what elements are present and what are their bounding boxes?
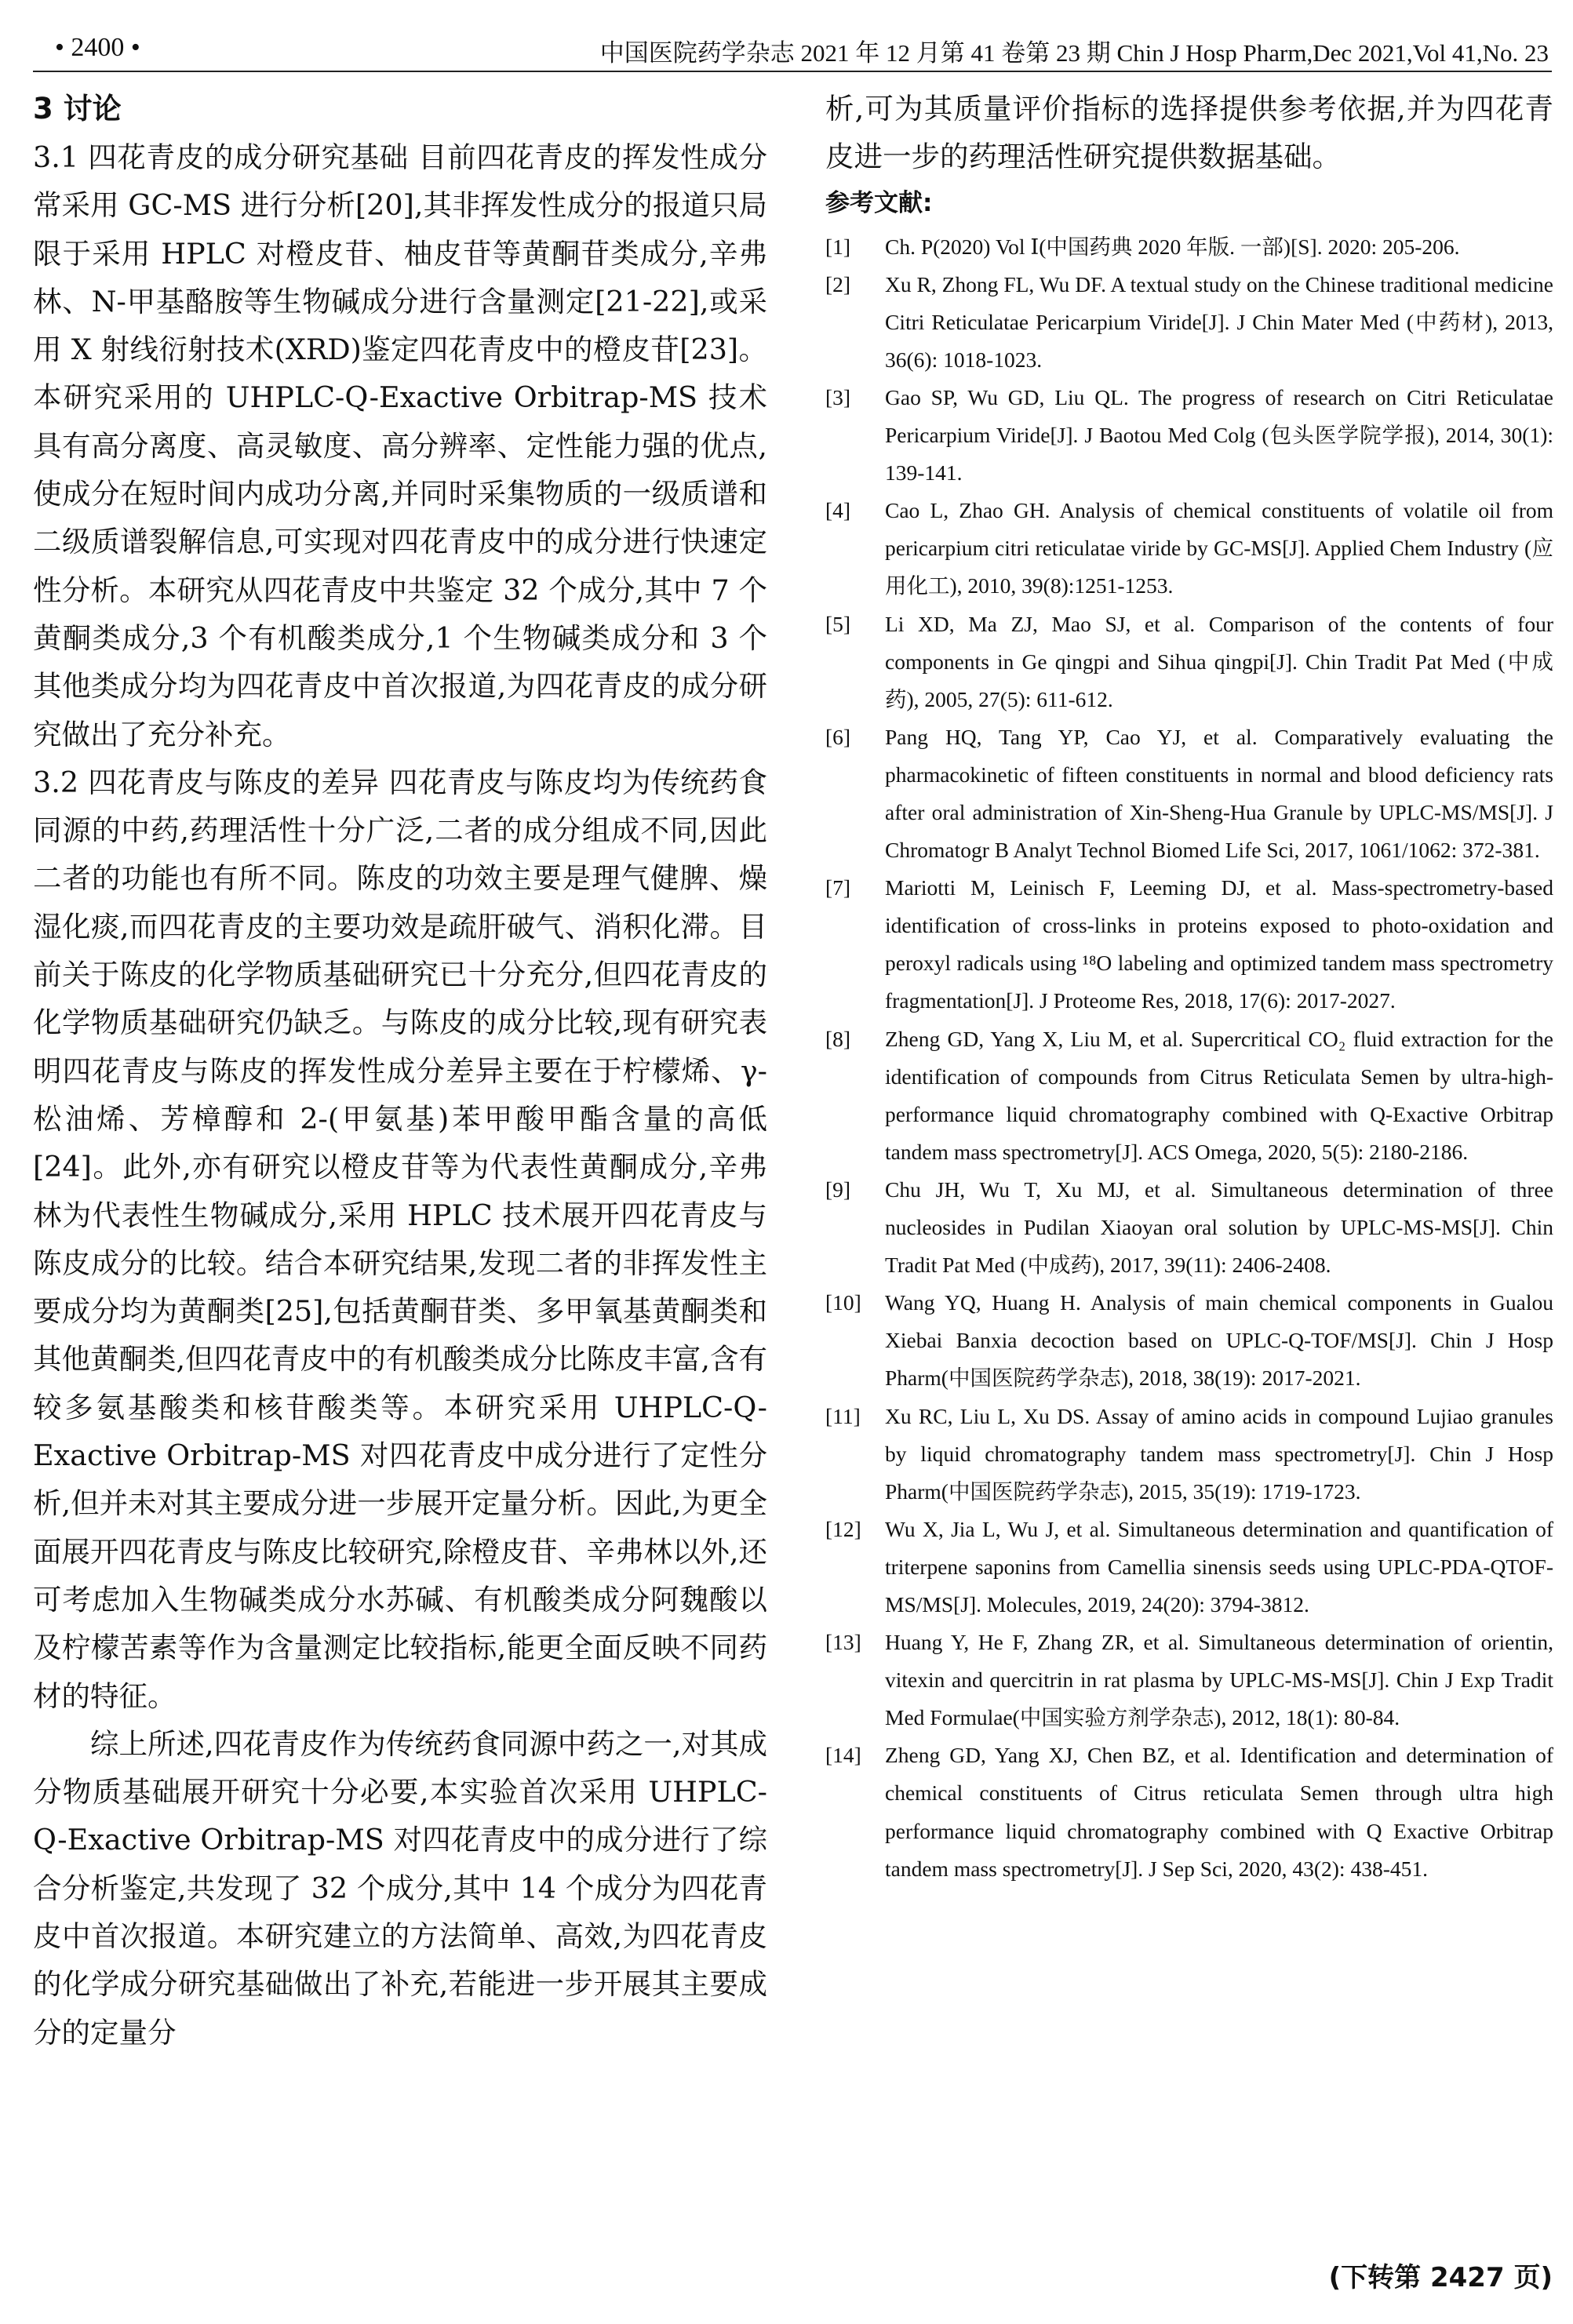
- reference-number: [5]: [825, 611, 851, 636]
- reference-text: Zheng GD, Yang XJ, Chen BZ, et al. Identification and determination of chemical constituents of Citrus reticulata Semen through ultra high performance liquid chromatography combined with Q Exactive Orbitrap tandem mass spectrometry[J]. J Sep Sci, 2020, 43(2): 438-451.: [885, 1743, 1553, 1881]
- reference-item: [825, 1020, 1553, 1171]
- reference-number: [6]: [825, 724, 851, 749]
- reference-text: Wang YQ, Huang H. Analysis of main chemical components in Gualou Xiebai Banxia decoction based on UPLC-Q-TOF/MS[J]. Chin J Hosp Pharm(中国医院药学杂志), 2018, 38(19): 2017-2021.: [885, 1290, 1553, 1391]
- reference-item: [825, 1171, 1553, 1284]
- reference-item: [825, 1284, 1553, 1397]
- reference-item: [825, 379, 1553, 492]
- paragraph-continuation: 析,可为其质量评价指标的选择提供参考依据,并为四花青皮进一步的药理活性研究提供数据基础。: [825, 92, 1553, 174]
- reference-text: Xu RC, Liu L, Xu DS. Assay of amino acids in compound Lujiao granules by liquid chromatography tandem mass spectrometry[J]. Chin J Hosp Pharm(中国医院药学杂志), 2015, 35(19): 1719-1723.: [885, 1403, 1553, 1504]
- journal-citation: 中国医院药学杂志 2021 年 12 月第 41 卷第 23 期 Chin J Hosp Pharm,Dec 2021,Vol 41,No. 23: [599, 39, 1549, 67]
- reference-list: [825, 228, 1553, 1888]
- reference-number: [8]: [825, 1026, 851, 1051]
- reference-number: [11]: [825, 1403, 861, 1428]
- reference-item: [825, 718, 1553, 869]
- reference-number: [14]: [825, 1743, 861, 1768]
- paragraph-3-2: 3.2 四花青皮与陈皮的差异 四花青皮与陈皮均为传统药食同源的中药,药理活性十分广泛,二者的成分组成不同,因此二者的功能也有所不同。陈皮的功效主要是理气健脾、燥湿化痰,而四花青皮的主要功效是疏肝破气、消积化滞。目前关于陈皮的化学物质基础研究已十分充分,但四花青皮的化学物质基础研究仍缺乏。与陈皮的成分比较,现有研究表明四花青皮与陈皮的挥发性成分差异主要在于柠檬烯、γ-松油烯、芳樟醇和 2-(甲氨基)苯甲酸甲酯含量的高低[24]。此外,亦有研究以橙皮苷等为代表性黄酮成分,辛弗林为代表性生物碱成分,采用 HPLC 技术展开四花青皮与陈皮成分的比较。结合本研究结果,发现二者的非挥发性主要成分均为黄酮类[25],包括黄酮苷类、多甲氧基黄酮类和其他黄酮类,但四花青皮中的有机酸类成分比陈皮丰富,含有较多氨基酸类和核苷酸类等。本研究采用 UHPLC-Q-Exactive Orbitrap-MS 对四花青皮中成分进行了定性分析,但并未对其主要成分进一步展开定量分析。因此,为更全面展开四花青皮与陈皮比较研究,除橙皮苷、辛弗林以外,还可考虑加入生物碱类成分水苏碱、有机酸类成分阿魏酸以及柠檬苦素等作为含量测定比较指标,能更全面反映不同药材的特征。: [33, 765, 767, 1713]
- references-title: 参考文献:: [825, 188, 933, 217]
- reference-number: [13]: [825, 1630, 861, 1655]
- page-number: • 2400 •: [55, 33, 140, 62]
- page-header: [33, 28, 1552, 72]
- reference-text: Xu R, Zhong FL, Wu DF. A textual study on the Chinese traditional medicine Citri Reticulatae Pericarpium Viride[J]. J Chin Mater Med (中药材), 2013, 36(6): 1018-1023.: [885, 271, 1553, 372]
- reference-text: Ch. P(2020) Vol Ⅰ(中国药典 2020 年版. 一部)[S]. 2020: 205-206.: [885, 234, 1460, 259]
- reference-item: [825, 1737, 1553, 1887]
- reference-number: [1]: [825, 234, 851, 259]
- reference-text: Li XD, Ma ZJ, Mao SJ, et al. Comparison of the contents of four components in Ge qingpi and Sihua qingpi[J]. Chin Tradit Pat Med (中成药), 2005, 27(5): 611-612.: [885, 611, 1553, 711]
- reference-text: Cao L, Zhao GH. Analysis of chemical constituents of volatile oil from pericarpium citri reticulatae viride by GC-MS[J]. Applied Chem Industry (应用化工), 2010, 39(8):1251-1253.: [885, 498, 1553, 598]
- reference-item: [825, 228, 1553, 266]
- reference-number: [4]: [825, 498, 851, 523]
- reference-item: [825, 266, 1553, 379]
- paragraph-summary: 综上所述,四花青皮作为传统药食同源中药之一,对其成分物质基础展开研究十分必要,本实验首次采用 UHPLC-Q-Exactive Orbitrap-MS 对四花青皮中的成分进行了综合分析鉴定,共发现了 32 个成分,其中 14 个成分为四花青皮中首次报道。本研究建立的方法简单、高效,为四花青皮的化学成分研究基础做出了补充,若能进一步开展其主要成分的定量分: [33, 1726, 767, 2049]
- reference-text: Gao SP, Wu GD, Liu QL. The progress of research on Citri Reticulatae Pericarpium Viride[J]. J Baotou Med Colg (包头医学院学报), 2014, 30(1): 139-141.: [885, 384, 1553, 486]
- reference-text: Zheng GD, Yang X, Liu M, et al. Supercritical CO₂ fluid extraction for the identification of compounds from Citrus Reticulata Semen by ultra-high-performance liquid chromatography combined with Q-Exactive Orbitrap tandem mass spectrometry[J]. ACS Omega, 2020, 5(5): 2180-2186.: [885, 1026, 1553, 1164]
- section-title: 3 讨论: [33, 92, 122, 125]
- reference-item: [825, 606, 1553, 718]
- right-column: [825, 85, 1553, 1888]
- reference-number: [3]: [825, 384, 851, 409]
- reference-text: Chu JH, Wu T, Xu MJ, et al. Simultaneous determination of three nucleosides in Pudilan Xiaoyan oral solution by UPLC-MS-MS[J]. Chin Tradit Pat Med (中成药), 2017, 39(11): 2406-2408.: [885, 1177, 1553, 1278]
- reference-number: [7]: [825, 875, 851, 900]
- reference-text: Mariotti M, Leinisch F, Leeming DJ, et al. Mass-spectrometry-based identification of cross-links in proteins exposed to photo-oxidation and peroxyl radicals using ¹⁸O labeling and optimized tandem mass spectrometry fragmentation[J]. J Proteome Res, 2018, 17(6): 2017-2027.: [885, 875, 1553, 1013]
- reference-number: [2]: [825, 271, 851, 296]
- reference-item: [825, 1624, 1553, 1737]
- left-column: [33, 85, 767, 2057]
- continued-note: (下转第 2427 页): [1328, 2262, 1553, 2293]
- reference-item: [825, 869, 1553, 1020]
- reference-text: Wu X, Jia L, Wu J, et al. Simultaneous determination and quantification of triterpene saponins from Camellia sinensis seeds using UPLC-PDA-QTOF-MS/MS[J]. Molecules, 2019, 24(20): 3794-3812.: [885, 1516, 1553, 1617]
- reference-number: [9]: [825, 1177, 851, 1202]
- reference-text: Pang HQ, Tang YP, Cao YJ, et al. Comparatively evaluating the pharmacokinetic of fifteen constituents in normal and blood deficiency rats after oral administration of Xin-Sheng-Hua Granule by UPLC-MS/MS[J]. J Chromatogr B Analyt Technol Biomed Life Sci, 2017, 1061/1062: 372-381.: [885, 724, 1553, 863]
- reference-text: Huang Y, He F, Zhang ZR, et al. Simultaneous determination of orientin, vitexin and quercitrin in rat plasma by UPLC-MS-MS[J]. Chin J Exp Tradit Med Formulae(中国实验方剂学杂志), 2012, 18(1): 80-84.: [885, 1630, 1553, 1730]
- reference-item: [825, 1398, 1553, 1511]
- reference-item: [825, 1511, 1553, 1624]
- reference-item: [825, 492, 1553, 605]
- paragraph-3-1: 3.1 四花青皮的成分研究基础 目前四花青皮的挥发性成分常采用 GC-MS 进行分析[20],其非挥发性成分的报道只局限于采用 HPLC 对橙皮苷、柚皮苷等黄酮苷类成分,辛弗林、N-甲基酪胺等生物碱成分进行含量测定[21-22],或采用 X 射线衍射技术(XRD)鉴定四花青皮中的橙皮苷[23]。本研究采用的 UHPLC-Q-Exactive Orbitrap-MS 技术具有高分离度、高灵敏度、高分辨率、定性能力强的优点,使成分在短时间内成功分离,并同时采集物质的一级质谱和二级质谱裂解信息,可实现对四花青皮中的成分进行快速定性分析。本研究从四花青皮中共鉴定 32 个成分,其中 7 个黄酮类成分,3 个有机酸类成分,1 个生物碱类成分和 3 个其他类成分均为四花青皮中首次报道,为四花青皮的成分研究做出了充分补充。: [33, 140, 767, 751]
- reference-number: [12]: [825, 1516, 861, 1541]
- reference-number: [10]: [825, 1290, 861, 1315]
